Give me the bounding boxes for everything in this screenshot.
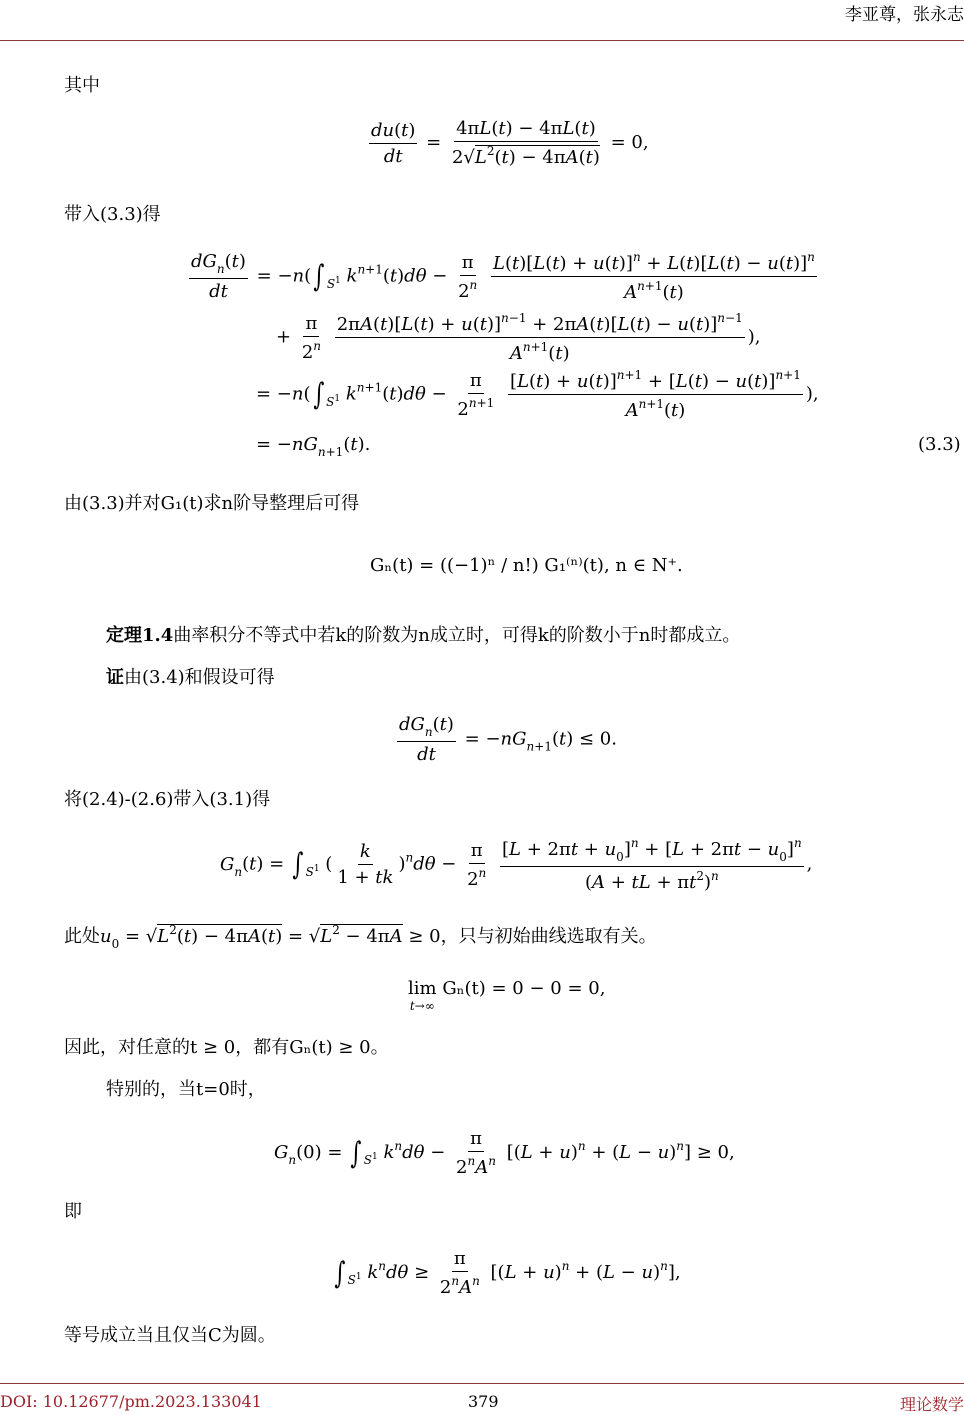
footer-doi-link[interactable]: DOI: 10.12677/pm.2023.133041 (0, 1392, 262, 1411)
theorem-1-4 (106, 624, 740, 648)
text-dengho: 等号成立当且仅当C为圆。 (64, 1325, 276, 1346)
text-jiang: 将(2.4)-(2.6)带入(3.1)得 (64, 789, 271, 810)
cichu-suffix: ，只与初始曲线选取有关。 (440, 926, 657, 947)
cichu-prefix: 此处 (64, 926, 100, 947)
text-ji: 即 (64, 1201, 82, 1222)
text-you-33: 由(3.3)并对G₁(t)求n阶导整理后可得 (64, 493, 360, 514)
equation-gn-integral: $G_n(t)$ = ∫ $_{S^1}$ ( $\frac{k}{1 + tk}$ )$^n$dθ − $\frac{\pi}{2^n}$ $\frac{[L + 2\pi t + u_0]^n + [L + 2\pi t - u_0]^n}{(A + tL + \pi t^2)^n}$ , (220, 836, 813, 893)
equation-33-line2: + $\frac{\pi}{2^n}$ $\frac{2\pi A(t)[L(t) + u(t)]^{n-1} + 2\pi A(t)[L(t) - u(t)]^{n-1}}{A^{n+1}(t)}$ ), (276, 311, 761, 364)
page-number: 379 (468, 1392, 499, 1411)
equation-dgn-nonpositive: $\frac{dG_n(t)}{dt}$ = $-nG_{n+1}(t) \le 0$. (399, 714, 617, 765)
footer-rule (0, 1383, 964, 1384)
du-rhs-end: = 0, (610, 132, 649, 153)
equation-du-dt: $\frac{du(t)}{dt}$ = $\frac{4\pi L(t) - 4\pi L(t)}{2√L^2(t) - 4\pi A(t)}$ = 0, (371, 118, 649, 168)
equation-final-inequality: ∫ $_{S^1}$ $k^nd\theta$ ≥ $\frac{\pi}{2^nA^n}$ $[(L + u)^n + (L - u)^n]$, (334, 1248, 681, 1298)
equation-33-line3: = −n(∫ $_{S^1}$ $k^{n+1}(t)d\theta$ − $\frac{\pi}{2^{n+1}}$ $\frac{[L(t) + u(t)]^{n+1} + [L(t) - u(t)]^{n+1}}{A^{n+1}(t)}$ ), (256, 368, 819, 421)
text-cichu: 此处$u_0 = √L^2(t) - 4\pi A(t) = √L^2 - 4\pi A \ge 0$，只与初始曲线选取有关。 (64, 923, 657, 951)
text-qizhong: 其中 (64, 75, 100, 96)
header-authors: 李亚尊，张永志 (845, 5, 964, 25)
equation-limit: lim t→∞ Gₙ(t) = 0 − 0 = 0, (408, 978, 606, 1013)
text-dairu-33: 带入(3.3)得 (64, 204, 161, 225)
text-tebie: 特别的，当t=0时， (106, 1079, 266, 1100)
equation-gn-zero: $G_n(0)$ = ∫ $_{S^1}$ $k^nd\theta$ − $\frac{\pi}{2^nA^n}$ $[(L + u)^n + (L - u)^n] \ge 0$, (274, 1128, 735, 1178)
equation-33-line1: $\frac{dG_n(t)}{dt}$ = −n(∫ $_{S^1}$ $k^{n+1}(t)d\theta$ − $\frac{\pi}{2^n}$ $\frac{L(t)[L(t) + u(t)]^n + L(t)[L(t) - u(t)]^n}{A^{n+1}(t)}$ (191, 250, 815, 303)
proof-label: 证 (106, 667, 124, 688)
equation-33-line4: = $-nG_{n+1}(t)$. (256, 434, 371, 459)
theorem-body: 曲率积分不等式中若k的阶数为n成立时，可得k的阶数小于n时都成立。 (173, 625, 741, 646)
header-rule (0, 40, 964, 41)
theorem-label: 定理1.4 (106, 625, 174, 646)
equation-number-33: (3.3) (918, 434, 961, 455)
proof-body: 由(3.4)和假设可得 (124, 667, 275, 688)
footer-journal: 理论数学 (899, 1395, 964, 1414)
proof-paragraph (106, 666, 275, 690)
equation-gn-definition: Gₙ(t) = ((−1)ⁿ / n!) G₁⁽ⁿ⁾(t), n ∈ N⁺. (370, 555, 683, 576)
limit-rhs: Gₙ(t) = 0 − 0 = 0, (442, 978, 606, 999)
text-yinci: 因此，对任意的t ≥ 0，都有Gₙ(t) ≥ 0。 (64, 1037, 389, 1058)
